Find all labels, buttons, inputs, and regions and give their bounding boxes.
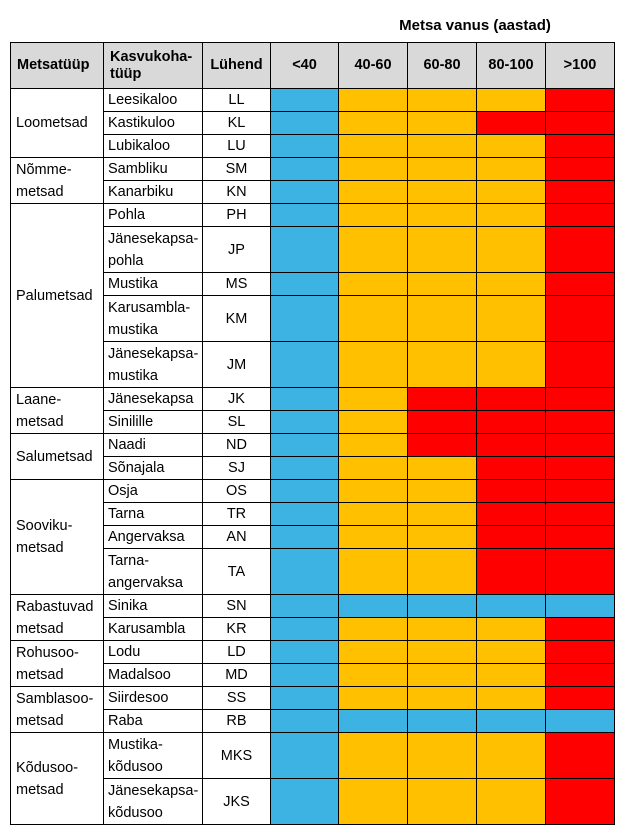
forest-type-cell: Salumetsad (11, 434, 104, 480)
age-cell (477, 687, 546, 710)
age-cell (339, 112, 408, 135)
site-type-cell: Siirdesoo (104, 687, 203, 710)
site-type-cell: Jänesekapsa-mustika (104, 342, 203, 388)
age-cell (271, 227, 339, 273)
age-cell (271, 181, 339, 204)
age-cell (339, 733, 408, 779)
age-cell (339, 181, 408, 204)
age-cell (339, 89, 408, 112)
age-cell (339, 158, 408, 181)
age-cell (408, 227, 477, 273)
forest-type-cell: Sooviku-metsad (11, 480, 104, 595)
age-cell (477, 618, 546, 641)
abbr-cell: SS (203, 687, 271, 710)
age-super-header: Metsa vanus (aastad) (399, 17, 551, 34)
age-cell (546, 434, 615, 457)
age-cell (546, 687, 615, 710)
age-cell (339, 595, 408, 618)
age-cell (408, 503, 477, 526)
table-row (11, 641, 615, 664)
age-cell (271, 480, 339, 503)
age-cell (546, 135, 615, 158)
age-cell (477, 779, 546, 825)
forest-type-cell: Nõmme-metsad (11, 158, 104, 204)
abbr-cell: KL (203, 112, 271, 135)
age-cell (339, 641, 408, 664)
forest-type-cell: Laane-metsad (11, 388, 104, 434)
age-cell (339, 342, 408, 388)
abbr-cell: LD (203, 641, 271, 664)
age-cell (271, 296, 339, 342)
age-cell (271, 135, 339, 158)
forest-type-cell: Loometsad (11, 89, 104, 158)
abbr-cell: SJ (203, 457, 271, 480)
age-cell (477, 664, 546, 687)
table-row (11, 434, 615, 457)
age-cell (408, 434, 477, 457)
site-type-cell: Lodu (104, 641, 203, 664)
age-cell (339, 204, 408, 227)
age-cell (546, 296, 615, 342)
age-cell (408, 457, 477, 480)
site-type-cell: Angervaksa (104, 526, 203, 549)
age-cell (339, 227, 408, 273)
age-cell (408, 595, 477, 618)
age-cell (271, 710, 339, 733)
site-type-cell: Pohla (104, 204, 203, 227)
age-cell (477, 411, 546, 434)
age-cell (408, 710, 477, 733)
header-age: 60-80 (408, 43, 477, 89)
abbr-cell: MD (203, 664, 271, 687)
site-type-cell: Jänesekapsa-pohla (104, 227, 203, 273)
age-cell (271, 434, 339, 457)
age-cell (546, 779, 615, 825)
age-cell (408, 135, 477, 158)
age-cell (271, 779, 339, 825)
age-cell (477, 434, 546, 457)
header-age: 80-100 (477, 43, 546, 89)
age-cell (546, 641, 615, 664)
age-cell (271, 687, 339, 710)
abbr-cell: SL (203, 411, 271, 434)
abbr-cell: KN (203, 181, 271, 204)
age-cell (546, 89, 615, 112)
abbr-cell: SN (203, 595, 271, 618)
abbr-cell: LU (203, 135, 271, 158)
age-cell (339, 388, 408, 411)
table-row (11, 733, 615, 779)
abbr-cell: OS (203, 480, 271, 503)
age-cell (408, 526, 477, 549)
age-cell (408, 618, 477, 641)
site-type-cell: Jänesekapsa-kõdusoo (104, 779, 203, 825)
age-cell (408, 112, 477, 135)
age-cell (339, 549, 408, 595)
age-cell (339, 618, 408, 641)
age-cell (271, 549, 339, 595)
age-cell (477, 595, 546, 618)
age-cell (408, 296, 477, 342)
site-type-cell: Mustika (104, 273, 203, 296)
age-cell (339, 526, 408, 549)
age-cell (339, 273, 408, 296)
abbr-cell: JKS (203, 779, 271, 825)
site-type-cell: Naadi (104, 434, 203, 457)
age-cell (408, 549, 477, 595)
age-cell (546, 342, 615, 388)
site-type-cell: Karusambla-mustika (104, 296, 203, 342)
age-cell (546, 503, 615, 526)
age-cell (477, 503, 546, 526)
age-cell (477, 733, 546, 779)
age-cell (339, 687, 408, 710)
site-type-cell: Tarna (104, 503, 203, 526)
age-cell (271, 158, 339, 181)
age-cell (339, 480, 408, 503)
age-cell (408, 342, 477, 388)
age-cell (477, 181, 546, 204)
age-cell (271, 388, 339, 411)
age-cell (271, 641, 339, 664)
age-cell (546, 273, 615, 296)
age-cell (477, 342, 546, 388)
site-type-cell: Jänesekapsa (104, 388, 203, 411)
forest-type-cell: Rabastuvad metsad (11, 595, 104, 641)
header-age: >100 (546, 43, 615, 89)
header-abbr: Lühend (203, 43, 271, 89)
age-cell (339, 664, 408, 687)
abbr-cell: AN (203, 526, 271, 549)
age-cell (546, 549, 615, 595)
table-row (11, 388, 615, 411)
abbr-cell: MS (203, 273, 271, 296)
age-cell (477, 549, 546, 595)
age-cell (546, 595, 615, 618)
abbr-cell: JP (203, 227, 271, 273)
age-cell (339, 411, 408, 434)
age-cell (271, 733, 339, 779)
age-cell (546, 710, 615, 733)
site-type-cell: Leesikaloo (104, 89, 203, 112)
abbr-cell: JK (203, 388, 271, 411)
age-cell (271, 342, 339, 388)
age-cell (339, 434, 408, 457)
site-type-cell: Raba (104, 710, 203, 733)
age-cell (546, 480, 615, 503)
age-cell (408, 687, 477, 710)
age-cell (339, 779, 408, 825)
age-cell (408, 641, 477, 664)
site-type-cell: Osja (104, 480, 203, 503)
header-forest-type: Metsatüüp (11, 43, 104, 89)
age-cell (408, 664, 477, 687)
age-cell (271, 595, 339, 618)
age-cell (408, 779, 477, 825)
site-type-cell: Lubikaloo (104, 135, 203, 158)
forest-age-table (10, 42, 615, 825)
table-row (11, 204, 615, 227)
age-cell (477, 480, 546, 503)
site-type-cell: Kanarbiku (104, 181, 203, 204)
age-cell (408, 480, 477, 503)
age-cell (339, 503, 408, 526)
age-cell (546, 181, 615, 204)
site-type-cell: Sinilille (104, 411, 203, 434)
age-cell (271, 664, 339, 687)
age-cell (408, 158, 477, 181)
age-cell (477, 89, 546, 112)
site-type-cell: Sambliku (104, 158, 203, 181)
abbr-cell: JM (203, 342, 271, 388)
site-type-cell: Mustika-kõdusoo (104, 733, 203, 779)
age-cell (546, 618, 615, 641)
table-row (11, 687, 615, 710)
age-cell (408, 411, 477, 434)
age-cell (271, 411, 339, 434)
abbr-cell: SM (203, 158, 271, 181)
age-cell (271, 618, 339, 641)
age-cell (477, 112, 546, 135)
abbr-cell: RB (203, 710, 271, 733)
age-cell (271, 89, 339, 112)
age-cell (271, 503, 339, 526)
age-cell (546, 457, 615, 480)
age-cell (477, 710, 546, 733)
age-cell (339, 457, 408, 480)
site-type-cell: Madalsoo (104, 664, 203, 687)
age-cell (408, 89, 477, 112)
age-cell (408, 388, 477, 411)
forest-type-cell: Palumetsad (11, 204, 104, 388)
age-cell (408, 273, 477, 296)
table-body (11, 89, 615, 825)
age-cell (408, 733, 477, 779)
age-cell (477, 296, 546, 342)
age-cell (271, 273, 339, 296)
age-cell (546, 411, 615, 434)
header-age: <40 (271, 43, 339, 89)
age-cell (477, 457, 546, 480)
age-cell (339, 296, 408, 342)
abbr-cell: TR (203, 503, 271, 526)
age-cell (546, 227, 615, 273)
age-cell (546, 204, 615, 227)
forest-type-cell: Samblasoo-metsad (11, 687, 104, 733)
table-row (11, 158, 615, 181)
abbr-cell: LL (203, 89, 271, 112)
header-row (11, 43, 615, 89)
age-cell (408, 204, 477, 227)
age-cell (546, 158, 615, 181)
age-cell (477, 204, 546, 227)
table-row (11, 480, 615, 503)
table-row (11, 595, 615, 618)
abbr-cell: PH (203, 204, 271, 227)
abbr-cell: ND (203, 434, 271, 457)
site-type-cell: Kastikuloo (104, 112, 203, 135)
age-cell (477, 526, 546, 549)
age-cell (477, 641, 546, 664)
age-cell (271, 526, 339, 549)
age-cell (271, 204, 339, 227)
abbr-cell: TA (203, 549, 271, 595)
site-type-cell: Sinika (104, 595, 203, 618)
age-cell (546, 526, 615, 549)
site-type-cell: Karusambla (104, 618, 203, 641)
header-age: 40-60 (339, 43, 408, 89)
header-site-type: Kasvukoha-tüüp (104, 43, 203, 89)
age-cell (408, 181, 477, 204)
forest-type-cell: Rohusoo-metsad (11, 641, 104, 687)
age-cell (477, 135, 546, 158)
age-cell (477, 158, 546, 181)
age-cell (546, 733, 615, 779)
age-cell (477, 227, 546, 273)
age-cell (546, 112, 615, 135)
age-cell (477, 273, 546, 296)
age-cell (477, 388, 546, 411)
age-cell (546, 388, 615, 411)
abbr-cell: KR (203, 618, 271, 641)
site-type-cell: Tarna-angervaksa (104, 549, 203, 595)
age-cell (271, 457, 339, 480)
age-cell (339, 710, 408, 733)
age-cell (271, 112, 339, 135)
age-cell (546, 664, 615, 687)
site-type-cell: Sõnajala (104, 457, 203, 480)
forest-type-cell: Kõdusoo-metsad (11, 733, 104, 825)
age-cell (339, 135, 408, 158)
abbr-cell: KM (203, 296, 271, 342)
table-row (11, 89, 615, 112)
abbr-cell: MKS (203, 733, 271, 779)
